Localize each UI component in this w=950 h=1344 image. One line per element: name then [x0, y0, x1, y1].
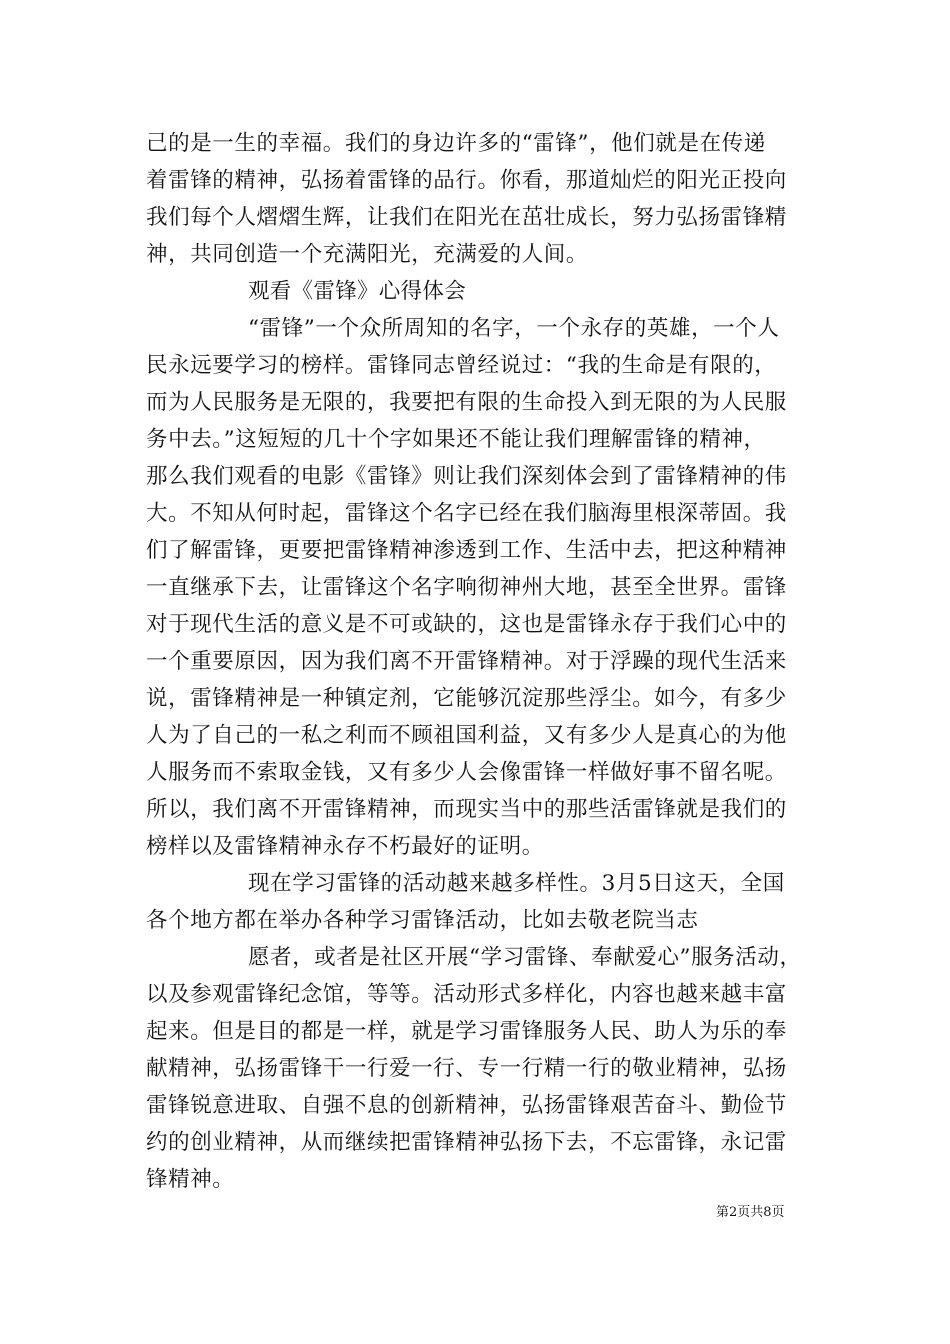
text-line: 愿者，或者是社区开展“学习雷锋、奉献爱心”服务活动，	[248, 945, 802, 970]
text-line: 约的创业精神，从而继续把雷锋精神弘扬下去，不忘雷锋，永记雷	[146, 1130, 787, 1155]
text-line: 榜样以及雷锋精神永存不朽最好的证明。	[146, 834, 544, 859]
text-line: 务中去。”这短短的几十个字如果还不能让我们理解雷锋的精神，	[146, 427, 766, 452]
text-line: 人服务而不索取金钱，又有多少人会像雷锋一样做好事不留名呢。	[146, 760, 787, 785]
text-line: 所以，我们离不开雷锋精神，而现实当中的那些活雷锋就是我们的	[146, 797, 787, 822]
text-line: 那么我们观看的电影《雷锋》则让我们深刻体会到了雷锋精神的伟	[146, 464, 787, 489]
text-line: 一直继承下去，让雷锋这个名字响彻神州大地，甚至全世界。雷锋	[146, 575, 787, 600]
text-line: 人为了自己的一私之利而不顾祖国利益，又有多少人是真心的为他	[146, 723, 787, 748]
text-line: “雷锋”一个众所周知的名字，一个永存的英雄，一个人	[248, 316, 780, 341]
text-line: 们了解雷锋，更要把雷锋精神渗透到工作、生活中去，把这种精神	[146, 538, 787, 563]
page-number: 第2页共8页	[716, 1205, 785, 1220]
text-line: 各个地方都在举办各种学习雷锋活动，比如去敬老院当志	[146, 908, 699, 933]
text-line: 说，雷锋精神是一种镇定剂，它能够沉淀那些浮尘。如今，有多少	[146, 686, 787, 711]
text-line: 己的是一生的幸福。我们的身边许多的“雷锋”，他们就是在传递	[146, 131, 766, 156]
text-line: 民永远要学习的榜样。雷锋同志曾经说过：“我的生命是有限的，	[146, 353, 777, 378]
text-line: 锋精神。	[146, 1167, 235, 1192]
text-line: 对于现代生活的意义是不可或缺的，这也是雷锋永存于我们心中的	[146, 612, 787, 637]
text-line: 起来。但是目的都是一样，就是学习雷锋服务人民、助人为乐的奉	[146, 1019, 787, 1044]
text-line: 神，共同创造一个充满阳光，充满爱的人间。	[146, 242, 589, 267]
text-line: 而为人民服务是无限的，我要把有限的生命投入到无限的为人民服	[146, 390, 787, 415]
text-line: 献精神，弘扬雷锋干一行爱一行、专一行精一行的敬业精神，弘扬	[146, 1056, 787, 1081]
text-line: 雷锋锐意进取、自强不息的创新精神，弘扬雷锋艰苦奋斗、勤俭节	[146, 1093, 787, 1118]
text-line: 我们每个人熠熠生辉，让我们在阳光在茁壮成长，努力弘扬雷锋精	[146, 205, 787, 230]
text-line: 着雷锋的精神，弘扬着雷锋的品行。你看，那道灿烂的阳光正投向	[146, 168, 787, 193]
section-title: 观看《雷锋》心得体会	[248, 279, 467, 304]
text-line: 大。不知从何时起，雷锋这个名字已经在我们脑海里根深蒂固。我	[146, 501, 787, 526]
text-line: 以及参观雷锋纪念馆，等等。活动形式多样化，内容也越来越丰富	[146, 982, 787, 1007]
text-line: 现在学习雷锋的活动越来越多样性。3月5日这天，全国	[248, 871, 785, 896]
text-line: 一个重要原因，因为我们离不开雷锋精神。对于浮躁的现代生活来	[146, 649, 787, 674]
